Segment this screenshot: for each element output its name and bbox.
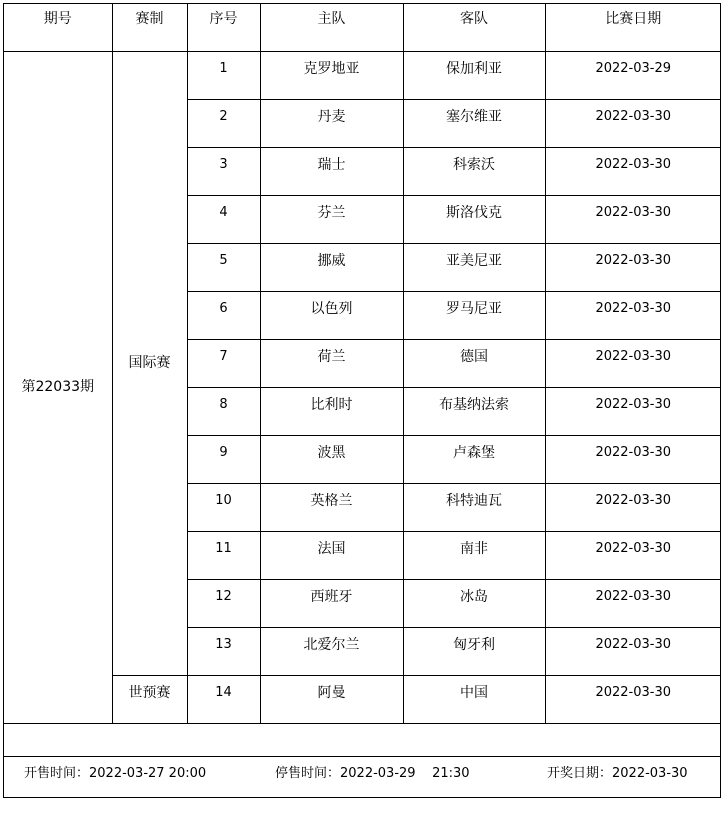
away-team: 南非	[403, 531, 545, 579]
match-seq: 4	[187, 195, 260, 243]
draw-date: 开奖日期：2022-03-30	[547, 766, 688, 781]
home-team: 北爱尔兰	[260, 627, 403, 675]
home-team: 挪威	[260, 243, 403, 291]
match-seq: 9	[187, 435, 260, 483]
match-date: 2022-03-30	[545, 195, 721, 243]
header-home-team: 主队	[260, 4, 403, 51]
home-team: 丹麦	[260, 99, 403, 147]
spacer-cell	[4, 723, 721, 756]
away-team: 科特迪瓦	[403, 483, 545, 531]
sale-info-footer	[4, 762, 721, 782]
match-seq: 6	[187, 291, 260, 339]
schedule-sheet	[3, 3, 721, 798]
home-team: 比利时	[260, 387, 403, 435]
match-date: 2022-03-29	[545, 51, 721, 99]
competition-type: 世预赛	[112, 675, 187, 723]
match-date: 2022-03-30	[545, 627, 721, 675]
match-date: 2022-03-30	[545, 147, 721, 195]
spacer-row	[4, 723, 721, 756]
away-team: 布基纳法索	[403, 387, 545, 435]
header-match-date: 比赛日期	[545, 4, 721, 51]
away-team: 保加利亚	[403, 51, 545, 99]
header-away-team: 客队	[403, 4, 545, 51]
match-seq: 8	[187, 387, 260, 435]
home-team: 以色列	[260, 291, 403, 339]
home-team: 瑞士	[260, 147, 403, 195]
competition-type: 国际赛	[112, 51, 187, 675]
header-seq: 序号	[187, 4, 260, 51]
match-date: 2022-03-30	[545, 339, 721, 387]
match-date: 2022-03-30	[545, 291, 721, 339]
match-date: 2022-03-30	[545, 435, 721, 483]
away-team: 冰岛	[403, 579, 545, 627]
match-seq: 14	[187, 675, 260, 723]
home-team: 法国	[260, 531, 403, 579]
match-schedule-table	[4, 4, 721, 757]
away-team: 罗马尼亚	[403, 291, 545, 339]
match-rows	[4, 51, 721, 756]
header-row	[4, 4, 721, 51]
issue-number: 第22033期	[4, 51, 112, 723]
away-team: 匈牙利	[403, 627, 545, 675]
match-date: 2022-03-30	[545, 531, 721, 579]
match-seq: 1	[187, 51, 260, 99]
match-date: 2022-03-30	[545, 387, 721, 435]
home-team: 克罗地亚	[260, 51, 403, 99]
away-team: 亚美尼亚	[403, 243, 545, 291]
away-team: 卢森堡	[403, 435, 545, 483]
match-date: 2022-03-30	[545, 243, 721, 291]
home-team: 波黑	[260, 435, 403, 483]
match-seq: 13	[187, 627, 260, 675]
match-seq: 5	[187, 243, 260, 291]
match-date: 2022-03-30	[545, 579, 721, 627]
match-seq: 7	[187, 339, 260, 387]
home-team: 荷兰	[260, 339, 403, 387]
match-seq: 11	[187, 531, 260, 579]
match-seq: 12	[187, 579, 260, 627]
away-team: 斯洛伐克	[403, 195, 545, 243]
home-team: 英格兰	[260, 483, 403, 531]
match-seq: 2	[187, 99, 260, 147]
home-team: 芬兰	[260, 195, 403, 243]
header-competition: 赛制	[112, 4, 187, 51]
home-team: 阿曼	[260, 675, 403, 723]
sale-stop-time: 停售时间：2022-03-29 21:30	[275, 766, 470, 781]
away-team: 德国	[403, 339, 545, 387]
match-date: 2022-03-30	[545, 99, 721, 147]
header-issue: 期号	[4, 4, 112, 51]
home-team: 西班牙	[260, 579, 403, 627]
match-seq: 10	[187, 483, 260, 531]
sale-start-time: 开售时间：2022-03-27 20:00	[24, 766, 207, 781]
away-team: 中国	[403, 675, 545, 723]
table-row	[4, 675, 721, 723]
away-team: 科索沃	[403, 147, 545, 195]
match-date: 2022-03-30	[545, 483, 721, 531]
match-date: 2022-03-30	[545, 675, 721, 723]
match-seq: 3	[187, 147, 260, 195]
away-team: 塞尔维亚	[403, 99, 545, 147]
table-row	[4, 51, 721, 99]
